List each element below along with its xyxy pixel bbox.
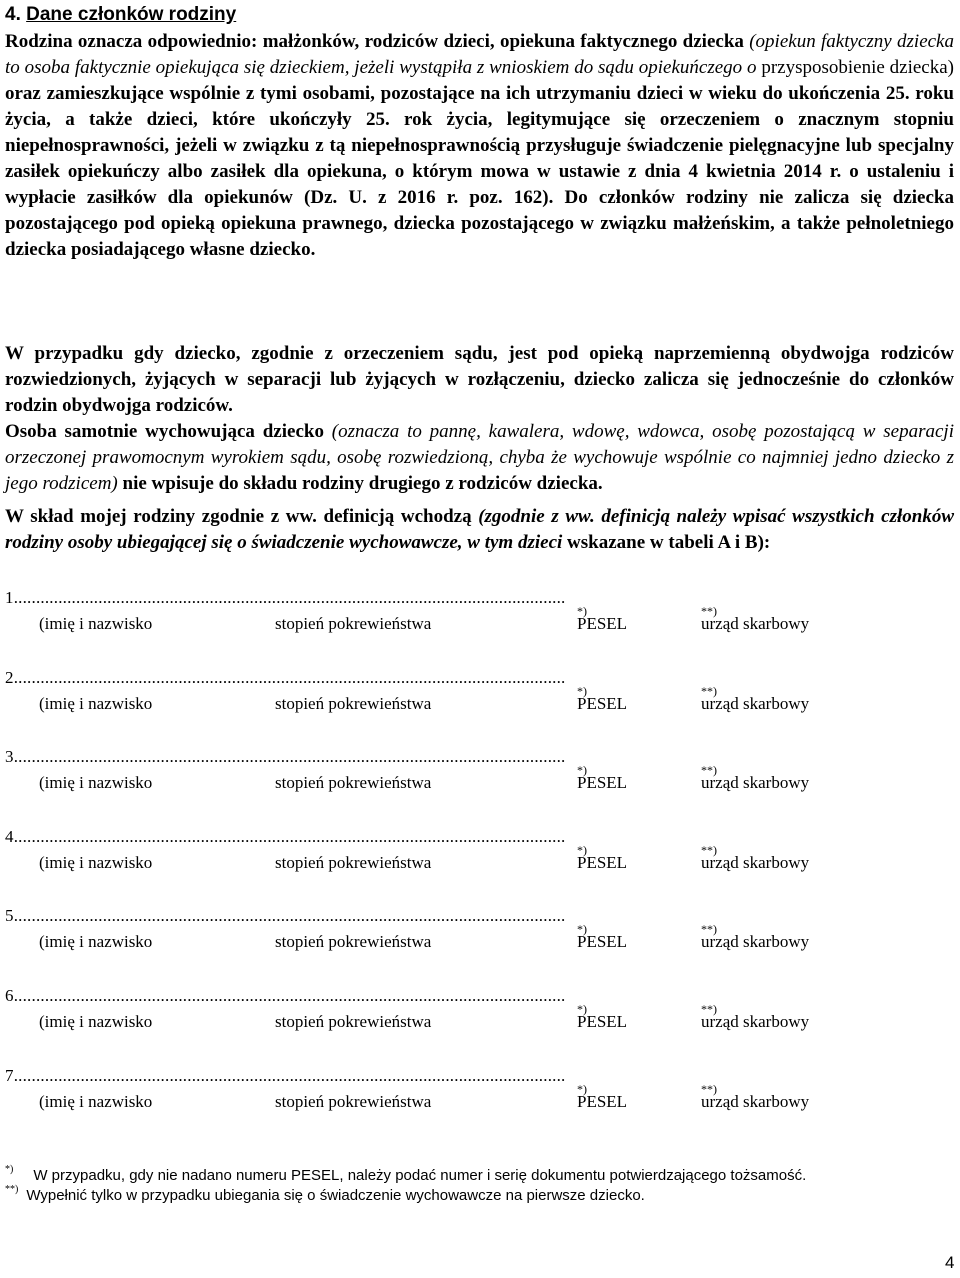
pesel-footnote-mark: *)	[577, 1002, 587, 1016]
label-pesel	[577, 1081, 628, 1112]
label-tax-office	[701, 1002, 810, 1032]
label-tax-office-text: urząd skarbowy	[701, 773, 810, 793]
label-name: (imię i nazwisko	[39, 614, 153, 633]
family-composition-intro	[5, 504, 954, 556]
label-pesel	[577, 922, 628, 952]
label-pesel	[577, 1002, 628, 1032]
composition-lead: W skład mojej rodziny zgodnie z ww. definicją wchodzą	[5, 506, 472, 527]
member-fill-in-dots[interactable]: ...........................................................................................................................	[18, 1065, 566, 1085]
label-pesel	[577, 683, 628, 714]
member-number: 7.	[5, 1065, 19, 1085]
member-fill-in-dots[interactable]: ...........................................................................................................................	[18, 986, 566, 1005]
label-tax-office	[701, 683, 810, 714]
pesel-footnote-mark: *)	[577, 604, 587, 618]
definition-children-rule: oraz zamieszkujące wspólnie z tymi osobami, pozostające na ich utrzymaniu dzieci w wieku do ukończenia 25. roku życia, a także dzieci, które ukończyły 25. rok życia, legitymujące się orzeczeniem o znacznym stopniu niepełnosprawności, jeżeli w związku z tą niepełnosprawnością przysługuje świadczenie pielęgnacyjne lub specjalny zasiłek opiekuńczy albo zasiłek dla opiekuna, o którym mowa w ustawie z dnia 4 kwietnia 2014 r. o ustaleniu i wypłacie zasiłków dla opiekunów (Dz. U. z 2016 r. poz. 162). Do członków rodziny nie zalicza się dziecka pozostającego pod opieką opiekuna prawnego, dziecka pozostającego w związku małżeńskim, a także pełnoletniego dziecka posiadającego własne dziecko.	[5, 83, 954, 260]
member-number: 3.	[5, 747, 19, 767]
label-tax-office	[701, 842, 810, 873]
label-tax-office-text: urząd skarbowy	[701, 1012, 810, 1031]
single-parent-rule	[5, 419, 954, 497]
definition-adoption-note: przysposobienie dziecka)	[756, 57, 955, 78]
composition-tail: wskazane w tabeli A i B):	[562, 532, 771, 553]
member-fill-in-dots[interactable]: ...........................................................................................................................	[18, 667, 566, 687]
member-number: 6.	[5, 986, 19, 1005]
member-fill-in-dots[interactable]: ...........................................................................................................................	[18, 906, 566, 926]
tax-office-footnote-mark: **)	[701, 842, 717, 857]
label-pesel-text: PESEL	[577, 1091, 628, 1111]
label-name: (imię i nazwisko	[39, 1012, 153, 1031]
member-fill-in-dots[interactable]: ...........................................................................................................................	[18, 826, 566, 846]
label-name: (imię i nazwisko	[39, 773, 153, 793]
pesel-footnote-mark: *)	[577, 1081, 587, 1096]
label-relation: stopień pokrewieństwa	[275, 614, 432, 633]
label-tax-office	[701, 763, 810, 793]
definition-guardian-note: (opiekun faktyczny dziecka to osoba faktycznie opiekująca się dzieckiem, jeżeli wystąpiła z wnioskiem do sądu opiekuńczego o	[5, 31, 954, 78]
single-parent-explanation: (oznacza to pannę, kawalera, wdowę, wdowca, osobę pozostającą w separacji orzeczonej prawomocnym wyrokiem sądu, osobę rozwiedzioną, chyba że wychowuje wspólnie co najmniej jedno dziecko z jego rodzicem)	[5, 421, 954, 494]
family-definition	[5, 29, 954, 263]
footnote-tax-office	[5, 1184, 645, 1205]
label-pesel	[577, 763, 628, 793]
member-field-labels	[39, 1082, 879, 1112]
label-relation: stopień pokrewieństwa	[275, 852, 432, 872]
member-number: 4.	[5, 826, 19, 846]
composition-instruction: (zgodnie z ww. definicją należy wpisać wszystkich członków rodziny osoby ubiegającej się o świadczenie wychowawcze, w tym dzieci	[5, 506, 954, 553]
member-number: 2.	[5, 667, 19, 687]
label-tax-office-text: urząd skarbowy	[701, 852, 810, 872]
member-fill-in-dots[interactable]: ...........................................................................................................................	[18, 747, 566, 767]
page-number: 4	[945, 1253, 955, 1272]
label-pesel-text: PESEL	[577, 614, 628, 633]
footnote-text: W przypadku, gdy nie nadano numeru PESEL, należy podać numer i serię dokumentu potwierdzającego tożsamość.	[33, 1167, 807, 1184]
member-field-labels	[39, 604, 879, 634]
label-name: (imię i nazwisko	[39, 693, 153, 713]
footnote-mark: *)	[5, 1164, 14, 1175]
label-pesel	[577, 604, 628, 634]
label-pesel-text: PESEL	[577, 1012, 628, 1031]
label-relation: stopień pokrewieństwa	[275, 773, 432, 793]
label-pesel	[577, 842, 628, 873]
footnote-mark: **)	[5, 1184, 19, 1195]
label-relation: stopień pokrewieństwa	[275, 932, 432, 952]
label-tax-office-text: urząd skarbowy	[701, 693, 810, 713]
pesel-footnote-mark: *)	[577, 842, 587, 857]
label-pesel-text: PESEL	[577, 852, 628, 872]
label-pesel-text: PESEL	[577, 773, 628, 793]
member-fill-in-dots[interactable]: ...........................................................................................................................	[18, 588, 566, 607]
member-field-labels	[39, 843, 879, 873]
section-number: 4.	[5, 4, 21, 25]
section-heading	[5, 3, 236, 27]
tax-office-footnote-mark: **)	[701, 604, 717, 618]
single-parent-exclusion: nie wpisuje do składu rodziny drugiego z rodziców dziecka.	[117, 473, 603, 494]
label-tax-office	[701, 922, 810, 952]
pesel-footnote-mark: *)	[577, 763, 587, 778]
label-tax-office	[701, 604, 810, 634]
member-field-labels	[39, 763, 879, 793]
footnote-pesel	[5, 1164, 807, 1185]
tax-office-footnote-mark: **)	[701, 1002, 717, 1016]
tax-office-footnote-mark: **)	[701, 922, 717, 937]
label-tax-office-text: urząd skarbowy	[701, 614, 810, 633]
member-field-labels	[39, 1002, 879, 1032]
label-tax-office	[701, 1081, 810, 1112]
label-name: (imię i nazwisko	[39, 852, 153, 872]
label-tax-office-text: urząd skarbowy	[701, 1091, 810, 1111]
section-title: Dane członków rodziny	[26, 4, 237, 25]
tax-office-footnote-mark: **)	[701, 1081, 717, 1096]
alternating-care-rule: W przypadku gdy dziecko, zgodnie z orzeczeniem sądu, jest pod opieką naprzemienną obydwojga rodziców rozwiedzionych, żyjących w separacji lub żyjących w rozłączeniu, dziecko zalicza się jednocześnie do członków rodzin obydwojga rodziców.	[5, 343, 954, 416]
pesel-footnote-mark: *)	[577, 683, 587, 698]
label-name: (imię i nazwisko	[39, 1091, 153, 1111]
pesel-footnote-mark: *)	[577, 922, 587, 937]
tax-office-footnote-mark: **)	[701, 683, 717, 698]
member-field-labels	[39, 922, 879, 952]
footnote-text: Wypełnić tylko w przypadku ubiegania się o świadczenie wychowawcze na pierwsze dziecko.	[26, 1187, 645, 1204]
label-relation: stopień pokrewieństwa	[275, 693, 432, 713]
label-pesel-text: PESEL	[577, 693, 628, 713]
member-field-labels	[39, 684, 879, 714]
label-tax-office-text: urząd skarbowy	[701, 932, 810, 952]
label-relation: stopień pokrewieństwa	[275, 1091, 432, 1111]
single-parent-term: Osoba samotnie wychowująca dziecko	[5, 421, 324, 442]
tax-office-footnote-mark: **)	[701, 763, 717, 778]
member-number: 5.	[5, 906, 19, 926]
label-pesel-text: PESEL	[577, 932, 628, 952]
label-name: (imię i nazwisko	[39, 932, 153, 952]
label-relation: stopień pokrewieństwa	[275, 1012, 432, 1031]
member-number: 1.	[5, 588, 19, 607]
definition-intro: Rodzina oznacza odpowiednio: małżonków, rodziców dzieci, opiekuna faktycznego dziecka	[5, 31, 744, 52]
